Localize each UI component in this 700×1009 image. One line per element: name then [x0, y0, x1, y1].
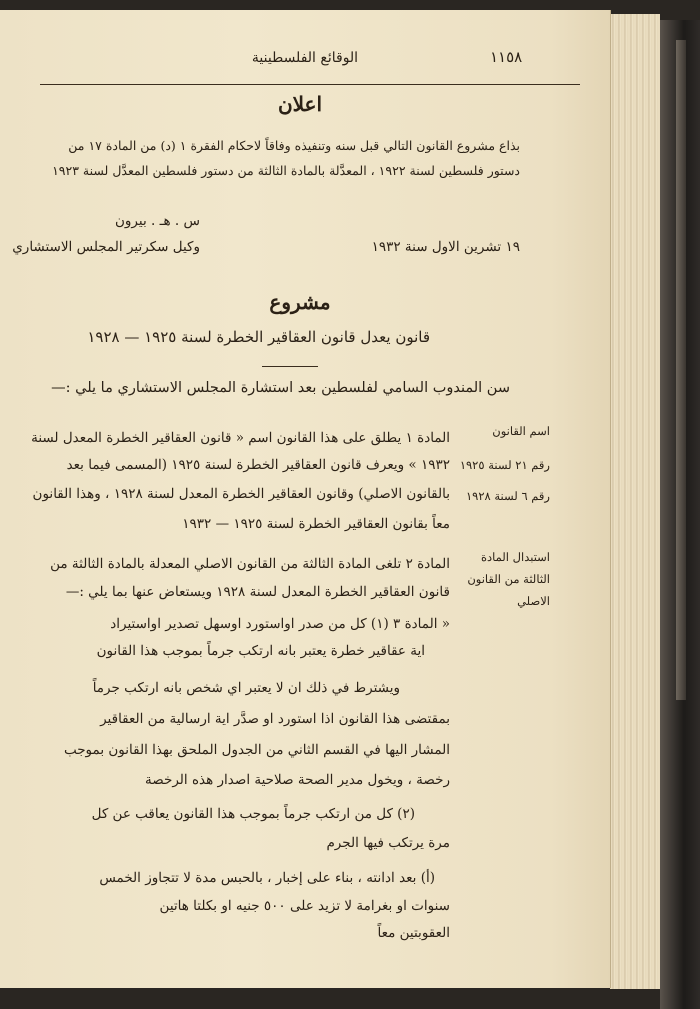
page-edges	[610, 14, 660, 989]
quoted-line: مرة يرتكب فيها الجرم	[326, 835, 450, 851]
margin-note: اسم القانون	[492, 424, 550, 438]
section-1-line: معاً بقانون العقاقير الخطرة لسنة ١٩٢٥ — ١٩٣٢	[182, 516, 450, 532]
quoted-line: اية عقاقير خطرة يعتبر بانه ارتكب جرماً بموجب هذا القانون	[96, 643, 425, 659]
quoted-line: رخصة ، ويخول مدير الصحة صلاحية اصدار هذه الرخصة	[145, 772, 450, 788]
margin-note: استبدال المادة	[480, 550, 550, 564]
margin-note: الثالثة من القانون	[467, 572, 550, 586]
notice-date: ١٩ تشرين الاول سنة ١٩٣٢	[371, 239, 520, 255]
quoted-line: سنوات او بغرامة لا تزيد على ٥٠٠ جنيه او بكلتا هاتين	[159, 898, 450, 914]
quoted-line: « المادة ٣ (١) كل من صدر اواستورد اوسهل تصدير اواستيراد	[110, 616, 450, 632]
bill-subtitle: قانون يعدل قانون العقاقير الخطرة لسنة ١٩٢٥ — ١٩٢٨	[87, 328, 430, 346]
notice-line: بذاع مشروع القانون التالي قبل سنه وتنفيذه وفاقاً لاحكام الفقرة ١ (د) من المادة ١٧ من	[68, 138, 520, 153]
quoted-line: (٢) كل من ارتكب جرماً بموجب هذا القانون يعاقب عن كل	[91, 806, 415, 822]
margin-note: رقم ٢١ لسنة ١٩٢٥	[459, 458, 550, 472]
section-1-line: المادة ١ يطلق على هذا القانون اسم « قانون العقاقير الخطرة المعدل لسنة	[31, 430, 450, 446]
bill-title: مشروع	[269, 290, 331, 314]
running-header-title: الوقائع الفلسطينية	[251, 50, 359, 66]
signatory-title: وكيل سكرتير المجلس الاستشاري	[12, 239, 200, 255]
signatory-name: س . هـ . بيرون	[114, 213, 200, 229]
quoted-line: المشار اليها في القسم الثاني من الجدول الملحق بهذا القانون بموجب	[63, 742, 450, 758]
section-1-line: ١٩٣٢ » ويعرف قانون العقاقير الخطرة لسنة ١٩٢٥ (المسمى فيما بعد	[66, 457, 450, 473]
page-number: ١١٥٨	[490, 48, 523, 66]
document-page	[0, 10, 611, 988]
margin-note: رقم ٦ لسنة ١٩٢٨	[466, 489, 550, 503]
quoted-line: (أ) بعد ادانته ، بناء على إخبار ، بالحبس مدة لا تتجاوز الخمس	[99, 870, 435, 886]
section-1-line: بالقانون الاصلي) وقانون العقاقير الخطرة المعدل لسنة ١٩٢٨ ، وهذا القانون	[32, 486, 450, 502]
title-rule	[262, 366, 318, 367]
enactment-clause: سن المندوب السامي لفلسطين بعد استشارة المجلس الاستشاري ما يلي :—	[51, 380, 510, 396]
quoted-line: بمقتضى هذا القانون اذا استورد او صدَّر اية ارسالية من العقاقير	[100, 711, 450, 727]
section-2-line: المادة ٢ تلغى المادة الثالثة من القانون الاصلي المعدلة بالمادة الثالثة من	[50, 556, 450, 572]
margin-note: الاصلي	[517, 594, 550, 608]
notice-title: اعلان	[277, 92, 323, 116]
notice-line: دستور فلسطين لسنة ١٩٢٢ ، المعدَّلة بالمادة الثالثة من دستور فلسطين المعدَّل لسنة ١٩٢٣	[52, 163, 520, 178]
quoted-line: ويشترط في ذلك ان لا يعتبر اي شخص بانه ارتكب جرماً	[92, 680, 400, 696]
section-2-line: قانون العقاقير الخطرة المعدل لسنة ١٩٢٨ ويستعاض عنها بما يلي :—	[65, 584, 450, 600]
book-spine	[676, 40, 686, 700]
header-rule	[40, 84, 580, 85]
quoted-line: العقوبتين معاً	[377, 925, 450, 941]
